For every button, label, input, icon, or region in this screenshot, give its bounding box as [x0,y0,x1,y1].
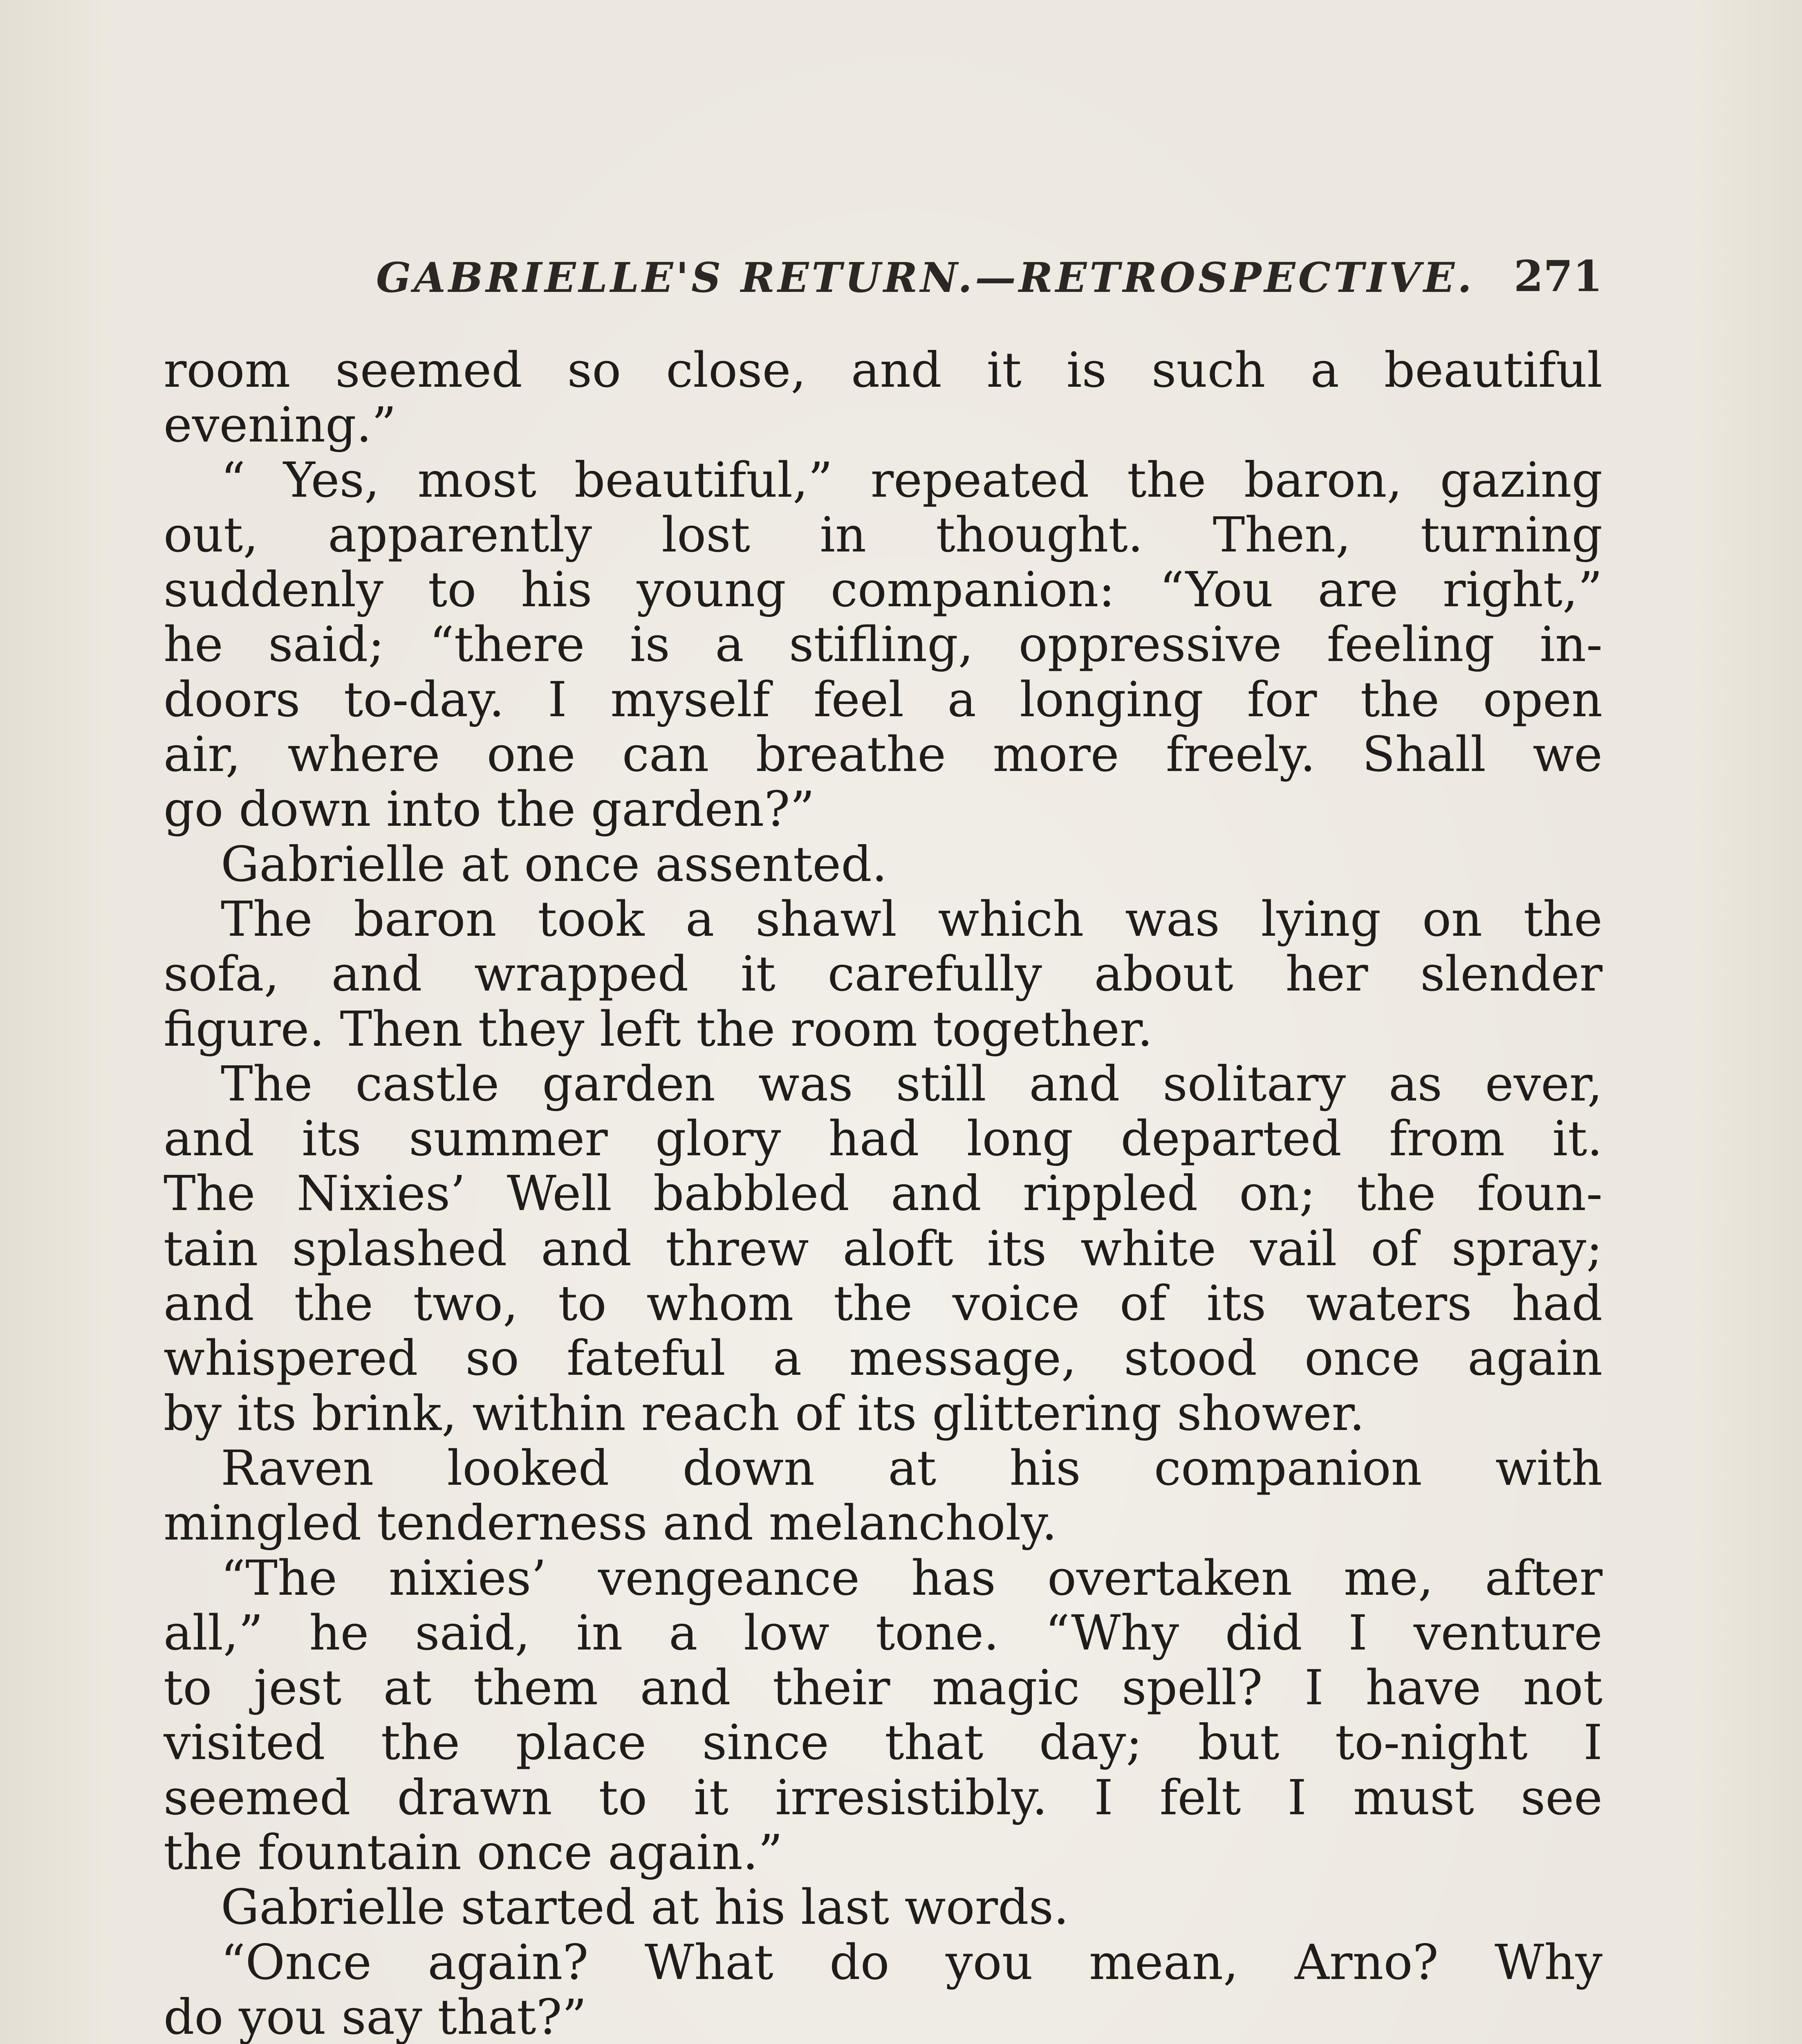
body-text [164,343,1603,2044]
text-line: go down into the garden?” [164,782,815,837]
text-line: visited the place since that day; but to-night I [164,1715,1603,1770]
text-line: by its brink, within reach of its glittering shower. [164,1385,1365,1441]
text-line: all,” he said, in a low tone. “Why did I venture [164,1605,1603,1661]
text-line: The baron took a shawl which was lying on the [221,891,1603,947]
text-line: and the two, to whom the voice of its waters had [164,1276,1603,1331]
text-line: to jest at them and their magic spell? I have not [164,1660,1603,1715]
text-line: tain splashed and threw aloft its white vail of spray; [164,1221,1603,1276]
text-line: “ Yes, most beautiful,” repeated the baron, gazing [221,452,1603,507]
text-line: sofa, and wrapped it carefully about her slender [164,946,1603,1002]
text-line: Raven looked down at his companion with [221,1440,1603,1496]
text-line: figure. Then they left the room together. [164,1001,1153,1056]
text-line: out, apparently lost in thought. Then, turning [164,507,1603,563]
running-title: GABRIELLE'S RETURN.—RETROSPECTIVE. [376,253,1475,302]
text-line: he said; “there is a stifling, oppressive feeling in- [164,617,1603,672]
text-line: “Once again? What do you mean, Arno? Why [221,1934,1603,1990]
text-line: suddenly to his young companion: “You are right,” [164,562,1603,617]
text-line: seemed drawn to it irresistibly. I felt I must see [164,1770,1603,1825]
text-line: and its summer glory had long departed from it. [164,1111,1603,1166]
page-number: 271 [1513,251,1603,301]
text-line: doors to-day. I myself feel a longing for the open [164,672,1603,727]
text-line: do you say that?” [164,1989,587,2044]
text-line: The Nixies’ Well babbled and rippled on; the foun- [164,1166,1603,1221]
text-line: evening.” [164,397,397,453]
text-line: The castle garden was still and solitary as ever, [221,1056,1603,1112]
text-line: mingled tenderness and melancholy. [164,1495,1057,1551]
text-line: “The nixies’ vengeance has overtaken me, after [221,1550,1603,1605]
text-line: Gabrielle at once assented. [221,836,888,892]
text-line: air, where one can breathe more freely. Shall we [164,727,1603,782]
text-line: Gabrielle started at his last words. [221,1880,1069,1935]
text-line: room seemed so close, and it is such a beautiful [164,343,1603,398]
text-line: whispered so fateful a message, stood once again [164,1331,1603,1386]
running-head [164,245,1603,311]
text-line: the fountain once again.” [164,1825,783,1880]
